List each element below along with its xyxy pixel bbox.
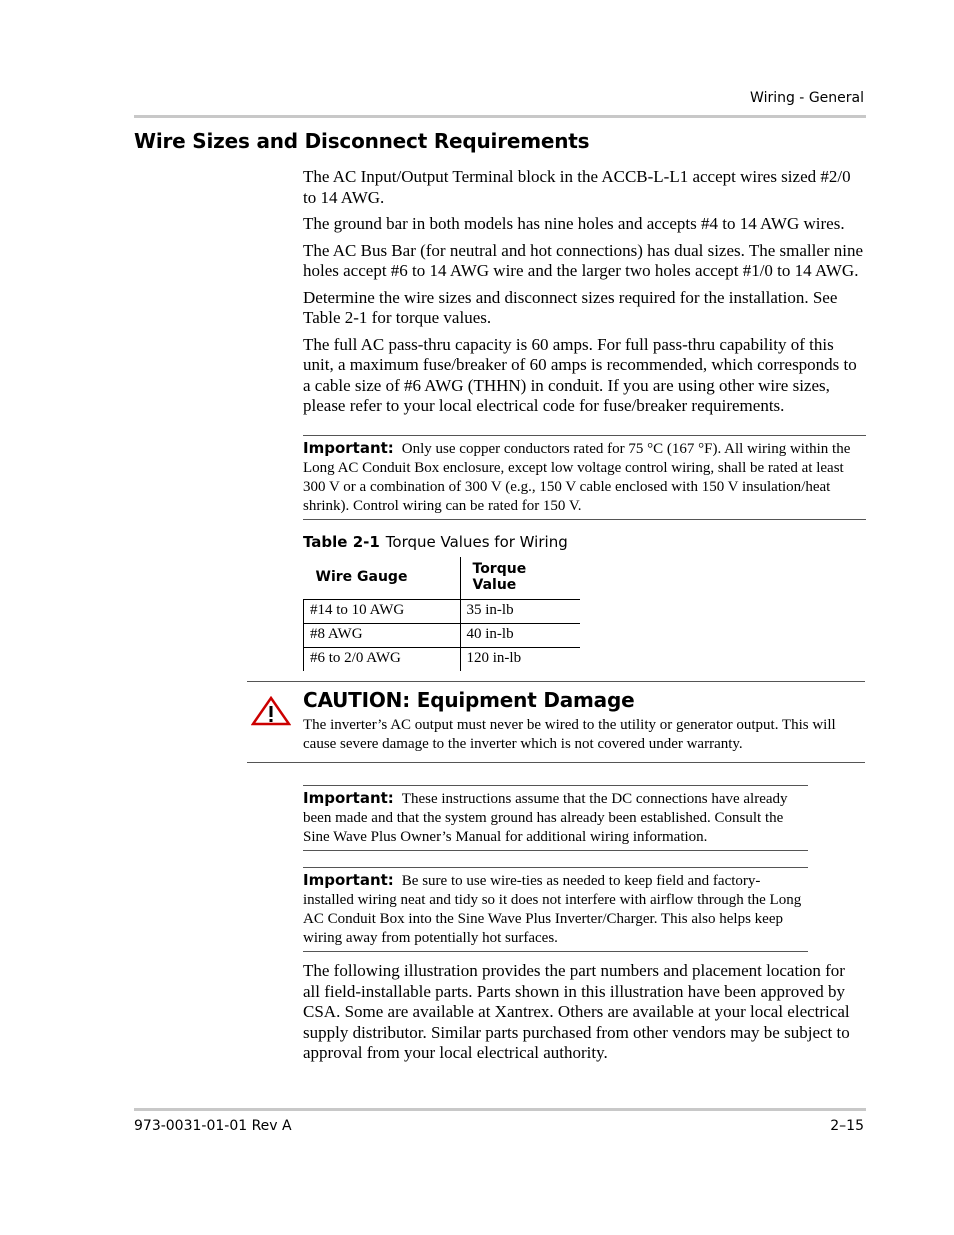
- table-cell: 40 in-lb: [460, 624, 580, 648]
- paragraph: The following illustration provides the part numbers and placement location for all field-installable parts. Parts shown in this illustration have been approved by CSA. Some are available at Xantrex. Others are available at your local electrical supply distributor. Similar parts purchased from other vendors may be subject to approval from your local electrical authority.: [303, 961, 850, 1062]
- note-text: Only use copper conductors rated for 75 °C (167 °F). All wiring within the Long AC Conduit Box enclosure, except low voltage control wiring, shall be rated at least 300 V or a combination of 300 V (e.g., 150 V cable enclosed with 150 V insulation/heat shrink). Control wiring can be rated for 150 V.: [303, 441, 851, 514]
- table-cell: #6 to 2/0 AWG: [304, 648, 461, 672]
- header-rule: [134, 115, 866, 118]
- table-cell: #8 AWG: [304, 624, 461, 648]
- table-header-row: [304, 557, 580, 600]
- warning-triangle-icon: [251, 696, 291, 726]
- important-note: [303, 785, 808, 851]
- intro-body: [303, 167, 866, 423]
- note-text: Be sure to use wire-ties as needed to keep field and factory-installed wiring neat and tidy so it does not interfere with airflow through the Long AC Conduit Box into the Sine Wave Plus Inverter/Charger. This also helps keep wiring away from potentially hot surfaces.: [303, 873, 802, 946]
- table-row: [304, 600, 580, 624]
- paragraph: The AC Input/Output Terminal block in the ACCB-L-L1 accept wires sized #2/0 to 14 AWG.: [303, 167, 851, 207]
- page-number: 2–15: [830, 1118, 864, 1134]
- closing-body: [303, 961, 863, 1070]
- footer-rule: [134, 1108, 866, 1111]
- note-label: Important:: [303, 871, 394, 889]
- section-title: Wire Sizes and Disconnect Requirements: [134, 129, 590, 153]
- important-note: [303, 867, 808, 952]
- note-text: These instructions assume that the DC connections have already been made and that the system ground has already been established. Consult the Sine Wave Plus Owner’s Manual for additional wiring information.: [303, 791, 788, 845]
- torque-table: [303, 557, 580, 671]
- table-row: [304, 648, 580, 672]
- running-head: Wiring - General: [750, 90, 864, 106]
- table-cell: #14 to 10 AWG: [304, 600, 461, 624]
- paragraph: The AC Bus Bar (for neutral and hot connections) has dual sizes. The smaller nine holes accept #6 to 14 AWG wire and the larger two holes accept #1/0 to 14 AWG.: [303, 240, 864, 280]
- document-number: 973-0031-01-01 Rev A: [134, 1118, 292, 1134]
- caution-box: [247, 681, 865, 763]
- note-label: Important:: [303, 439, 394, 457]
- paragraph: The ground bar in both models has nine holes and accepts #4 to 14 AWG wires.: [303, 214, 845, 233]
- table-cell: 120 in-lb: [466, 650, 522, 666]
- caution-text: The inverter’s AC output must never be wired to the utility or generator output. This will cause severe damage to the inverter which is not covered under warranty.: [303, 717, 836, 752]
- column-header: Torque Value: [460, 557, 580, 600]
- table-caption-number: Table 2-1: [303, 533, 380, 551]
- paragraph: The full AC pass-thru capacity is 60 amps. For full pass-thru capability of this unit, a maximum fuse/breaker of 60 amps is recommended, which corresponds to a cable size of #6 AWG (THHN) in conduit. If you are using other wire sizes, please refer to your local electrical code for fuse/breaker requirements.: [303, 334, 857, 415]
- caution-title: CAUTION: Equipment Damage: [303, 688, 635, 712]
- table-cell: 35 in-lb: [460, 600, 580, 624]
- paragraph: Determine the wire sizes and disconnect sizes required for the installation. See Table 2-1 for torque values.: [303, 287, 838, 327]
- note-label: Important:: [303, 789, 394, 807]
- table-caption: [303, 533, 568, 551]
- important-note: [303, 435, 866, 520]
- table-caption-title: Torque Values for Wiring: [385, 533, 568, 551]
- column-header: Wire Gauge: [304, 557, 461, 600]
- table-row: [304, 624, 580, 648]
